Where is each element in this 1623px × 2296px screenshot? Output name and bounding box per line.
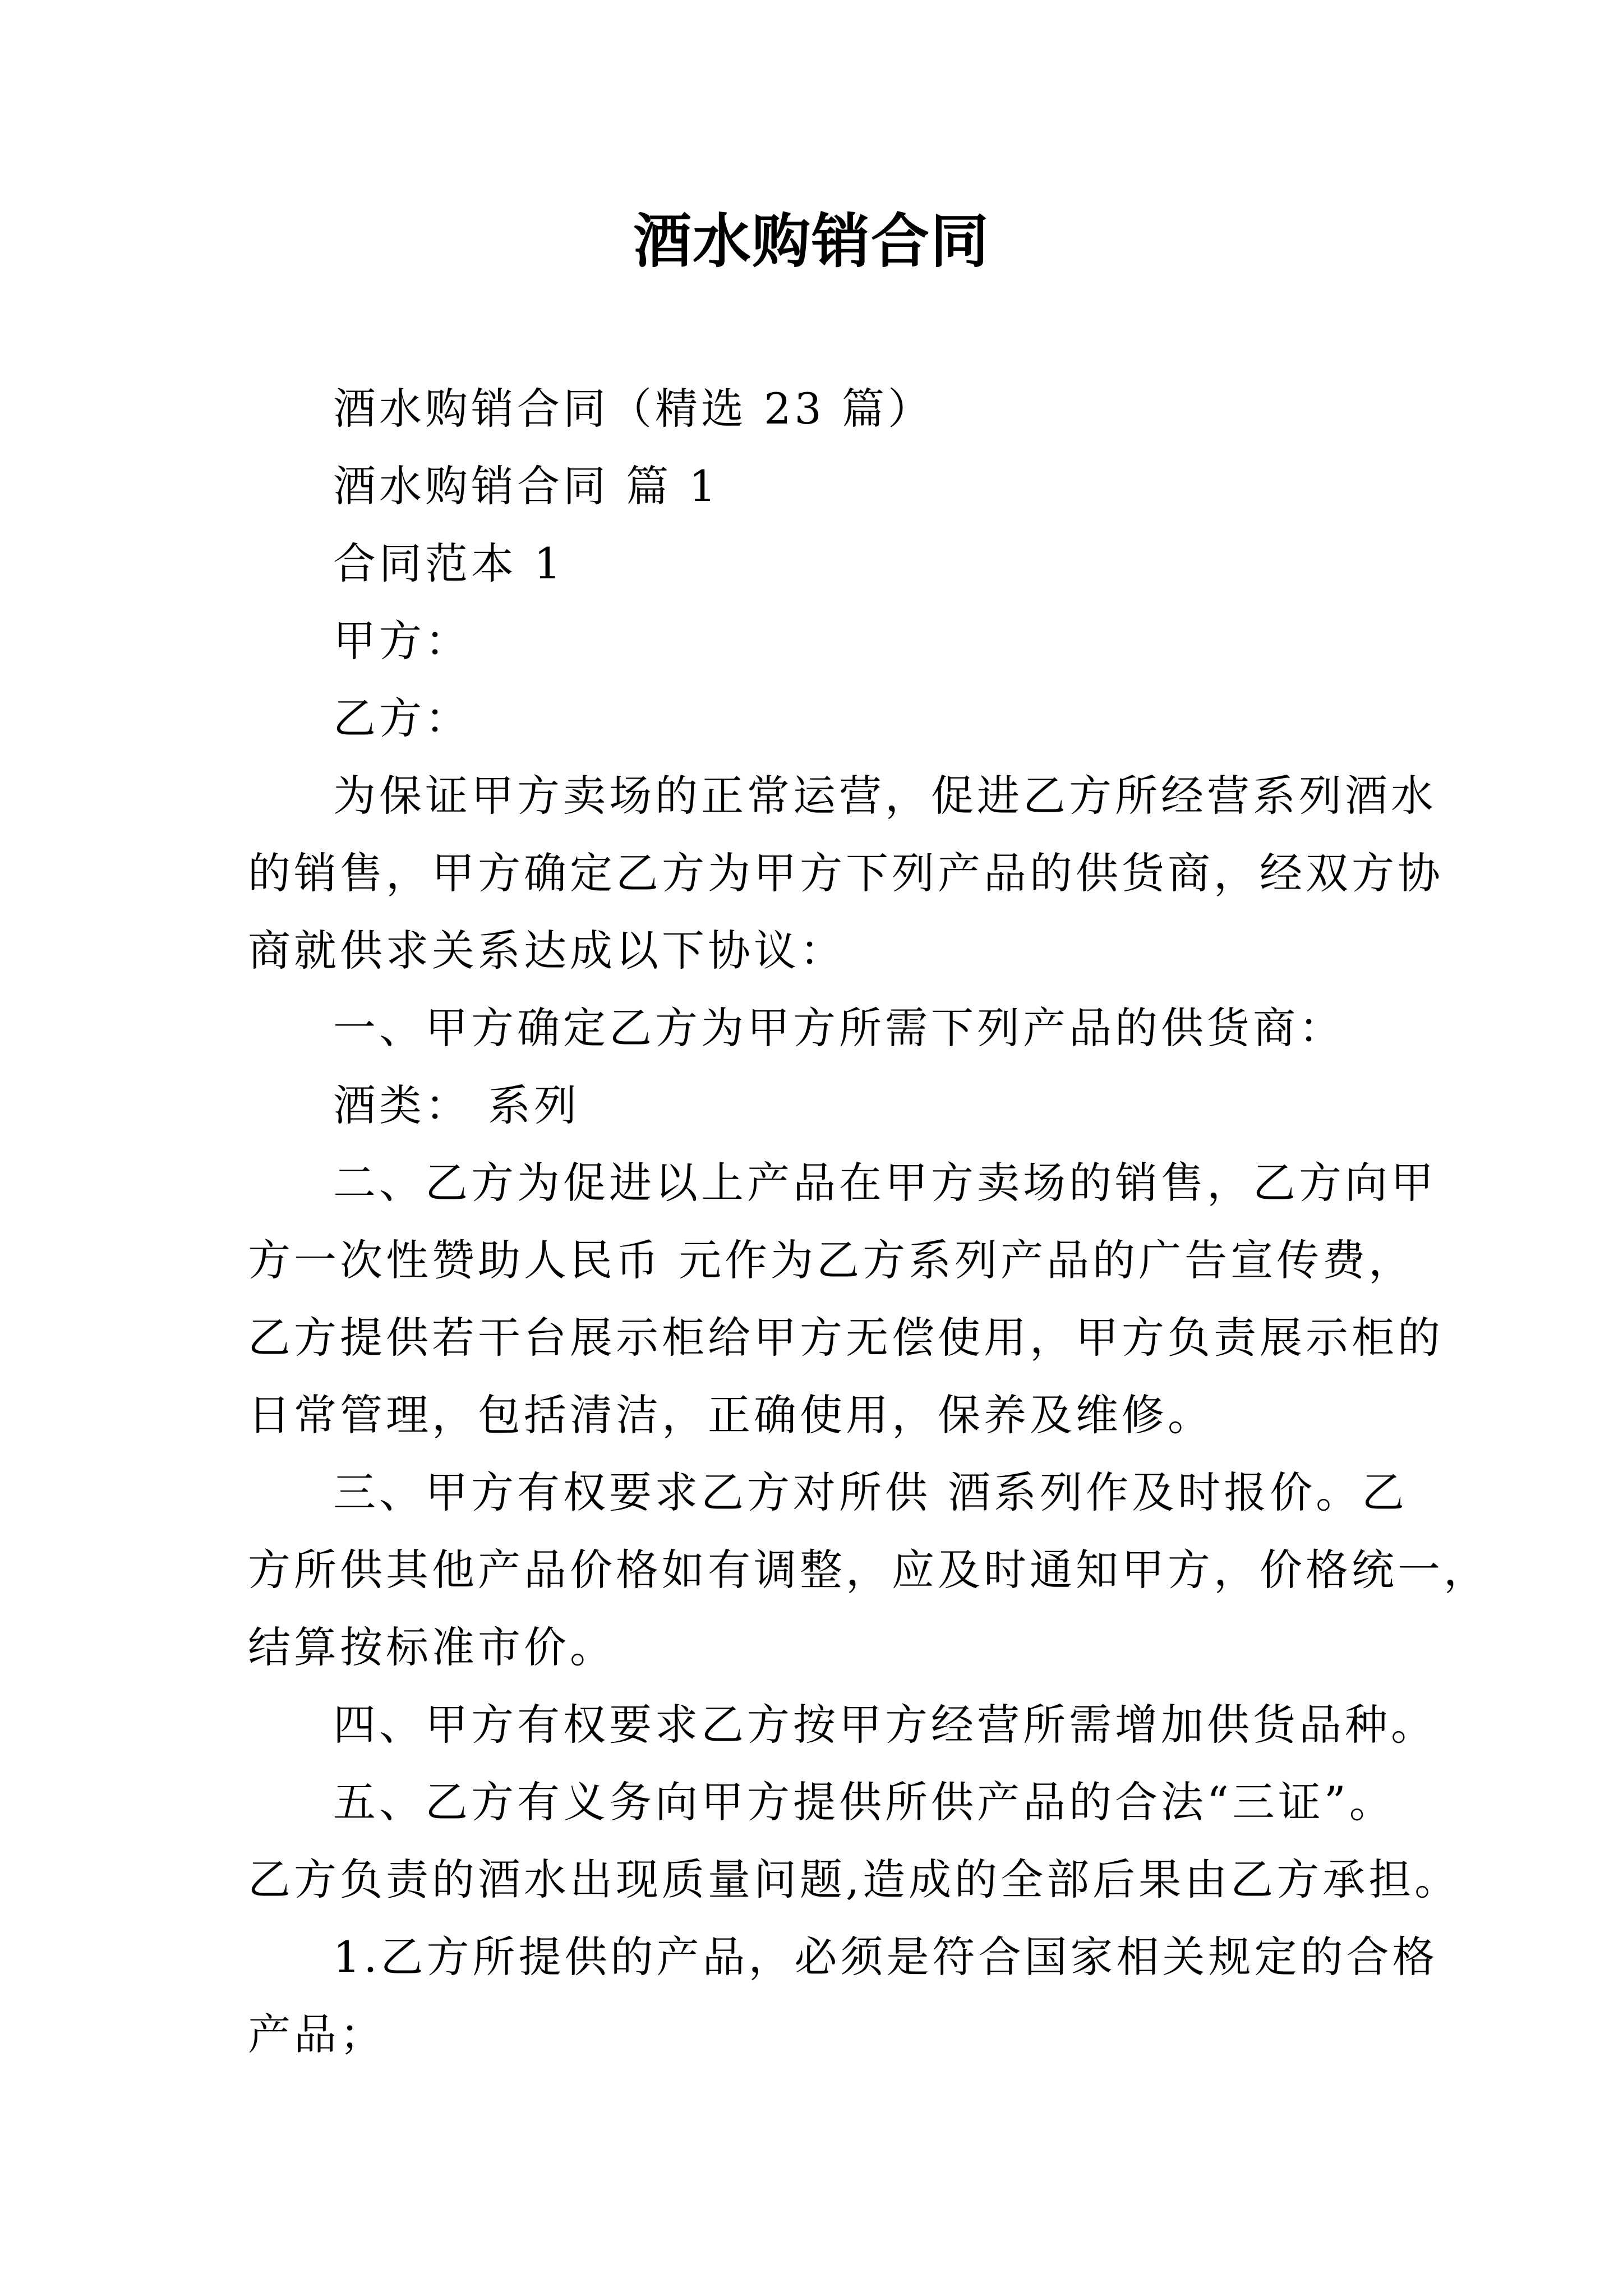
paragraph-line: 为保证甲方卖场的正常运营，促进乙方所经营系列酒水 [333,771,1437,821]
clause-line: 乙方负责的酒水出现质量问题,造成的全部后果由乙方承担。 [248,1855,1461,1904]
clause-line: 乙方提供若干台展示柜给甲方无偿使用，甲方负责展示柜的 [248,1313,1444,1363]
document-title: 酒水购销合同 [633,206,990,275]
clause-line: 日常管理，包括清洁，正确使用，保养及维修。 [248,1390,1214,1440]
paragraph-line: 商就供求关系达成以下协议： [248,926,846,976]
clause-line: 1.乙方所提供的产品，必须是符合国家相关规定的合格 [333,1932,1438,1982]
paragraph-line: 酒水购销合同 篇 1 [333,461,720,511]
clause-line: 一、甲方确定乙方为甲方所需下列产品的供货商： [333,1003,1345,1053]
clause-line: 结算按标准市价。 [248,1622,616,1672]
paragraph-line: 酒水购销合同（精选 23 篇） [333,384,934,434]
clause-line: 方一次性赞助人民币 元作为乙方系列产品的广告宣传费， [248,1235,1415,1285]
clause-line: 五、乙方有义务向甲方提供所供产品的合法“三证”。 [333,1777,1395,1827]
clause-line: 方所供其他产品价格如有调整，应及时通知甲方，价格统一， [248,1545,1490,1595]
party-a-label: 甲方： [333,616,471,666]
party-b-label: 乙方： [333,693,471,743]
clause-line: 三、甲方有权要求乙方对所供 酒系列作及时报价。乙 [333,1467,1408,1517]
clause-line: 二、乙方为促进以上产品在甲方卖场的销售，乙方向甲 [333,1158,1437,1208]
clause-line: 产品； [248,2009,386,2059]
paragraph-line: 合同范本 1 [333,539,565,588]
clause-line: 四、甲方有权要求乙方按甲方经营所需增加供货品种。 [333,1700,1437,1750]
paragraph-line: 的销售，甲方确定乙方为甲方下列产品的供货商，经双方协 [248,848,1444,898]
clause-line: 酒类： 系列 [333,1080,580,1130]
document-body [248,370,1490,2073]
